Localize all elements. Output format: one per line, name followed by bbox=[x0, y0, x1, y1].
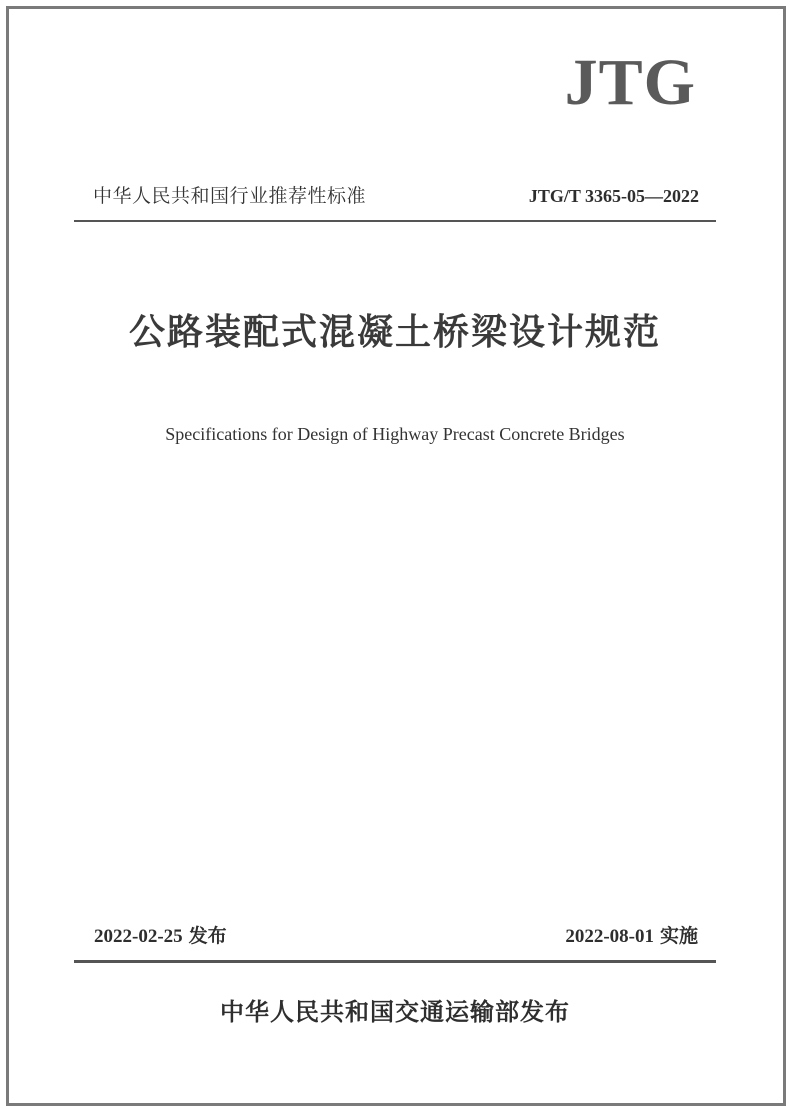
jtg-logo: JTG bbox=[564, 46, 696, 119]
cover-header bbox=[72, 180, 699, 214]
publisher: 中华人民共和国交通运输部发布 bbox=[220, 998, 570, 1026]
standard-number: JTG/T 3365-05—2022 bbox=[528, 186, 699, 206]
implementation-label: 实施 bbox=[659, 925, 698, 947]
issue-date: 2022-02-25 bbox=[94, 926, 183, 947]
issue-date-block bbox=[94, 920, 227, 953]
dates-row bbox=[74, 920, 698, 954]
standard-category: 中华人民共和国行业推荐性标准 bbox=[93, 185, 367, 207]
document-title-chinese: 公路装配式混凝土桥梁设计规范 bbox=[128, 312, 661, 353]
implementation-date-block bbox=[565, 920, 698, 953]
header-divider bbox=[74, 220, 716, 222]
issue-label: 发布 bbox=[188, 925, 227, 947]
implementation-date: 2022-08-01 bbox=[565, 926, 654, 947]
document-title-english: Specifications for Design of Highway Precast Concrete Bridges bbox=[165, 424, 625, 444]
footer-divider bbox=[74, 960, 716, 963]
